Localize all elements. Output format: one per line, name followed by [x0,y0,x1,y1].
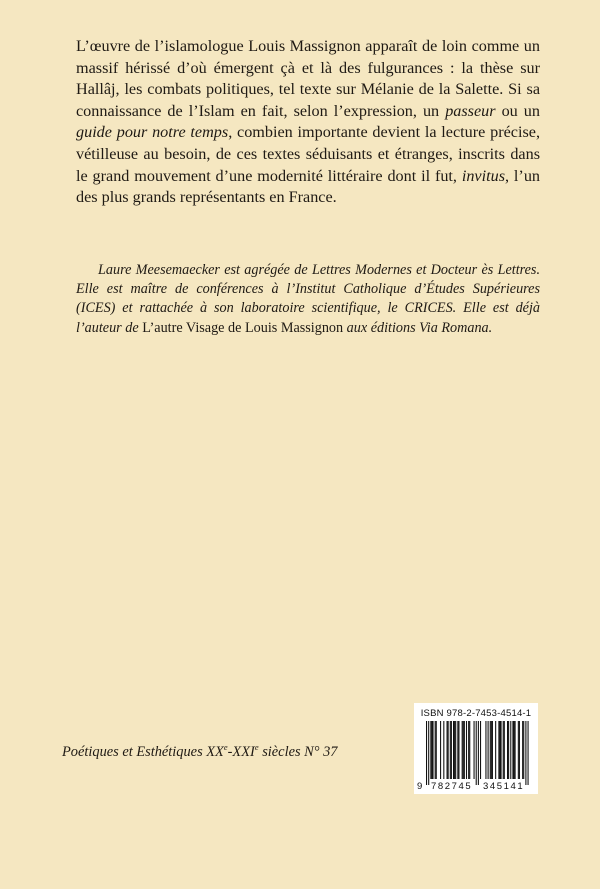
barcode-bar [476,721,477,785]
barcode-bar [462,721,463,779]
bio-text-1: Laure Meesemaecker est agrégée de Lettres Modernes et Docteur ès Lettres. Elle est maître de conférences à l’Institut Catholique d’Études Supérieures (ICES) et rattachée à son laboratoire scientifique, le CRICES. Elle est déjà l’auteur de [76,262,540,336]
author-bio-paragraph [76,261,540,338]
barcode-bar [428,721,429,785]
barcode-left-group: 782745 [431,781,473,792]
barcode-bar [495,721,496,779]
blurb-emphasis-invitus: invitus [461,166,506,185]
blurb-text-4: , l’un des plus grands représentants en France. [76,166,541,207]
barcode-bar [510,721,511,779]
barcode-bar [468,721,469,779]
barcode-bar [450,721,451,779]
barcode-bar [518,721,519,779]
series-label [62,742,402,761]
barcode-bar [512,721,513,779]
barcode-bar [426,721,427,785]
barcode-bar [490,721,491,779]
barcode-bar [491,721,492,779]
blurb-text-2: ou un [495,101,540,120]
barcode-bar [469,721,470,779]
barcode-bar [458,721,459,779]
barcode-bar [455,721,456,779]
barcode-bar [503,721,504,779]
barcode-bar [488,721,489,779]
barcode-bar [507,721,508,779]
barcode-bar [508,721,509,779]
barcode-bar [463,721,464,779]
barcode-bar [451,721,452,779]
barcode-bar [430,721,431,779]
blurb-emphasis-passeur: passeur [445,101,496,120]
bio-book-title: L’autre Visage de Louis Massignon [142,319,344,336]
barcode-bar [515,721,516,779]
barcode-bar [528,721,529,785]
isbn-barcode [414,703,538,794]
barcode-bar [501,721,502,779]
series-suffix: siècles N° 37 [258,744,338,760]
barcode-bar [474,721,475,779]
series-sup-2: e [254,742,259,752]
barcode-right-group: 345141 [483,781,525,792]
barcode-first-digit: 9 [417,781,423,792]
series-sup-1: e [223,742,228,752]
barcode-bar [466,721,467,779]
barcode-bar [523,721,524,779]
blurb-text-1: L’œuvre de l’islamologue Louis Massignon apparaît de loin comme un massif hérissé d’où émergent çà et là des fulgurances : la thèse sur Hallâj, les combats politiques, tel texte sur Mélanie de la Salette. Si sa connaissance de l’Islam en fait, selon l’expression, un [76,37,540,120]
barcode-bar [435,721,436,779]
blurb-emphasis-guide: guide pour notre temps [76,123,229,142]
author-bio [76,261,540,338]
barcode-bar [447,721,448,779]
barcode-bar [436,721,437,779]
blurb-text-3: , combien importante devient la lecture précise, vétilleuse au besoin, de ces textes séduisants et étranges, inscrits dans le grand mouvement d’une modernité littéraire dont il fut, [76,123,540,185]
barcode-bar [504,721,505,779]
blurb-paragraph [76,36,540,209]
barcode-bar [522,721,523,779]
barcode-bar [485,721,486,779]
barcode-bar [498,721,499,779]
barcode-bar [492,721,493,779]
book-blurb [76,36,540,209]
barcode-bar [454,721,455,779]
barcode-bar [431,721,432,779]
barcode-bar [499,721,500,779]
series-prefix: Poétiques et Esthétiques XX [62,744,224,760]
barcode-bar [478,721,479,785]
barcode-bar [443,721,444,779]
barcode-bar [453,721,454,779]
bio-text-2: aux éditions Via Romana. [343,319,493,336]
barcode-bar [464,721,465,779]
barcode-bar [519,721,520,779]
barcode-bar [440,721,441,779]
series-middle: -XXI [227,744,255,760]
barcode-bar [480,721,481,779]
isbn-number: ISBN 978-2-7453-4514-1 [420,708,532,719]
barcode-bar [513,721,514,779]
barcode-bar [432,721,433,779]
barcode-bar [448,721,449,779]
barcode-bar [525,721,526,785]
barcode-bar [457,721,458,779]
